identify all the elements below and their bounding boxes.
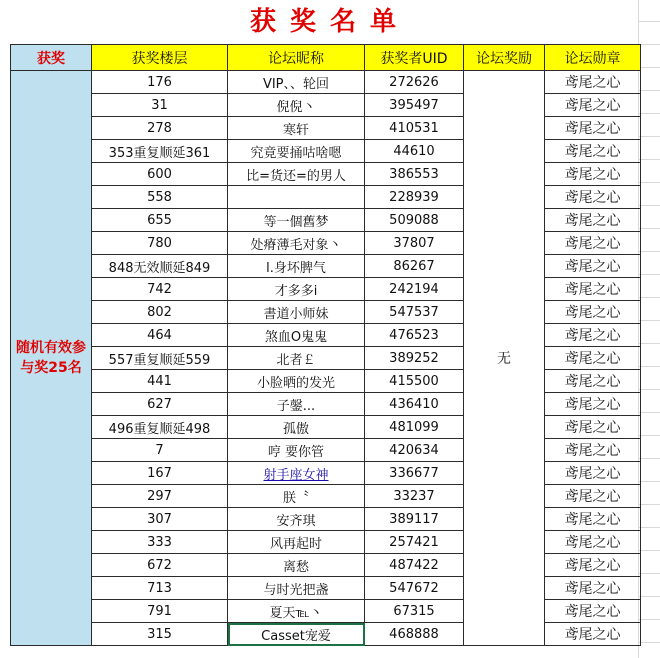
badge-cell[interactable]: 鸢尾之心: [545, 439, 641, 462]
uid-cell[interactable]: 481099: [365, 416, 464, 439]
badge-cell[interactable]: 鸢尾之心: [545, 324, 641, 347]
table-row: [11, 324, 641, 347]
nickname-cell[interactable]: 比=货还=的男人: [228, 163, 365, 186]
uid-cell[interactable]: 395497: [365, 94, 464, 117]
uid-cell[interactable]: 44610: [365, 140, 464, 163]
nickname-cell[interactable]: 离愁: [228, 554, 365, 577]
table-row: [11, 600, 641, 623]
nickname-cell[interactable]: 哼 要你管: [228, 439, 365, 462]
header-nickname[interactable]: 论坛昵称: [228, 45, 365, 71]
table-row: [11, 140, 641, 163]
uid-cell[interactable]: 242194: [365, 278, 464, 301]
table-row: [11, 94, 641, 117]
table-row: [11, 554, 641, 577]
badge-cell[interactable]: 鸢尾之心: [545, 370, 641, 393]
table-row: [11, 117, 641, 140]
header-award[interactable]: 获奖: [11, 45, 92, 71]
floor-cell[interactable]: 307: [92, 508, 228, 531]
table-row: [11, 301, 641, 324]
floor-cell[interactable]: 333: [92, 531, 228, 554]
nickname-cell[interactable]: 朕〝: [228, 485, 365, 508]
nickname-cell[interactable]: 夏天℡丶: [228, 600, 365, 623]
uid-cell[interactable]: 476523: [365, 324, 464, 347]
uid-cell[interactable]: 547672: [365, 577, 464, 600]
nickname-cell[interactable]: 煞血O鬼鬼: [228, 324, 365, 347]
floor-cell[interactable]: 848无效顺延849: [92, 255, 228, 278]
uid-cell[interactable]: 389117: [365, 508, 464, 531]
floor-cell[interactable]: 278: [92, 117, 228, 140]
badge-cell[interactable]: 鸢尾之心: [545, 140, 641, 163]
badge-cell[interactable]: 鸢尾之心: [545, 278, 641, 301]
table-row: [11, 462, 641, 485]
table-row: [11, 71, 641, 94]
table-row: [11, 209, 641, 232]
table-row: [11, 278, 641, 301]
nickname-cell[interactable]: 北者￡: [228, 347, 365, 370]
uid-cell[interactable]: 468888: [365, 623, 464, 646]
floor-cell[interactable]: 558: [92, 186, 228, 209]
header-row: [11, 45, 641, 71]
nickname-cell[interactable]: 才多多i: [228, 278, 365, 301]
nickname-cell[interactable]: 寒轩: [228, 117, 365, 140]
floor-cell[interactable]: 297: [92, 485, 228, 508]
floor-cell[interactable]: 496重复顺延498: [92, 416, 228, 439]
floor-cell[interactable]: 713: [92, 577, 228, 600]
floor-cell[interactable]: 600: [92, 163, 228, 186]
uid-cell[interactable]: 509088: [365, 209, 464, 232]
nickname-cell[interactable]: 書道小师妹: [228, 301, 365, 324]
table-row: [11, 255, 641, 278]
nickname-cell[interactable]: Casset宠爱: [228, 623, 365, 646]
uid-cell[interactable]: 272626: [365, 71, 464, 94]
floor-cell[interactable]: 31: [92, 94, 228, 117]
floor-cell[interactable]: 167: [92, 462, 228, 485]
floor-cell[interactable]: 441: [92, 370, 228, 393]
table-row: [11, 163, 641, 186]
table-row: [11, 370, 641, 393]
floor-cell[interactable]: 627: [92, 393, 228, 416]
floor-cell[interactable]: 655: [92, 209, 228, 232]
badge-cell[interactable]: 鸢尾之心: [545, 393, 641, 416]
uid-cell[interactable]: 436410: [365, 393, 464, 416]
badge-cell[interactable]: 鸢尾之心: [545, 577, 641, 600]
table-row: [11, 416, 641, 439]
header-floor[interactable]: 获奖楼层: [92, 45, 228, 71]
nickname-cell[interactable]: l.身坏脾气: [228, 255, 365, 278]
badge-cell[interactable]: 鸢尾之心: [545, 508, 641, 531]
nickname-cell[interactable]: 小脸晒的发光: [228, 370, 365, 393]
badge-cell[interactable]: 鸢尾之心: [545, 94, 641, 117]
badge-cell[interactable]: 鸢尾之心: [545, 485, 641, 508]
sheet-title: 获奖名单: [249, 7, 410, 37]
floor-cell[interactable]: 176: [92, 71, 228, 94]
table-row: [11, 577, 641, 600]
table-row: [11, 508, 641, 531]
table-row: [11, 347, 641, 370]
floor-cell[interactable]: 464: [92, 324, 228, 347]
uid-cell[interactable]: 389252: [365, 347, 464, 370]
nickname-cell[interactable]: 孤傲: [228, 416, 365, 439]
badge-cell[interactable]: 鸢尾之心: [545, 163, 641, 186]
floor-cell[interactable]: 557重复顺延559: [92, 347, 228, 370]
nickname-cell[interactable]: 等一個舊梦: [228, 209, 365, 232]
table-row: [11, 439, 641, 462]
nickname-cell[interactable]: [228, 186, 365, 209]
nickname-link[interactable]: 射手座女神: [263, 467, 329, 483]
uid-cell[interactable]: 487422: [365, 554, 464, 577]
nickname-cell[interactable]: 安齐琪: [228, 508, 365, 531]
uid-cell[interactable]: 547537: [365, 301, 464, 324]
badge-cell[interactable]: 鸢尾之心: [545, 301, 641, 324]
uid-cell[interactable]: 386553: [365, 163, 464, 186]
table-row: [11, 485, 641, 508]
table-row: [11, 186, 641, 209]
floor-cell[interactable]: 315: [92, 623, 228, 646]
header-badge[interactable]: 论坛勋章: [545, 45, 641, 71]
uid-cell[interactable]: 420634: [365, 439, 464, 462]
header-uid[interactable]: 获奖者UID: [365, 45, 464, 71]
badge-cell[interactable]: 鸢尾之心: [545, 209, 641, 232]
uid-cell[interactable]: 67315: [365, 600, 464, 623]
uid-cell[interactable]: 86267: [365, 255, 464, 278]
floor-cell[interactable]: 353重复顺延361: [92, 140, 228, 163]
badge-cell[interactable]: 鸢尾之心: [545, 232, 641, 255]
winners-table: [10, 44, 641, 646]
badge-cell[interactable]: 鸢尾之心: [545, 554, 641, 577]
empty-grid-area: [638, 0, 660, 658]
uid-cell[interactable]: 257421: [365, 531, 464, 554]
header-reward[interactable]: 论坛奖励: [464, 45, 545, 71]
badge-cell[interactable]: 鸢尾之心: [545, 416, 641, 439]
table-row: [11, 393, 641, 416]
nickname-cell[interactable]: [228, 462, 365, 485]
nickname-cell[interactable]: 倪倪丶: [228, 94, 365, 117]
table-row: [11, 623, 641, 646]
badge-cell[interactable]: 鸢尾之心: [545, 186, 641, 209]
badge-cell[interactable]: 鸢尾之心: [545, 347, 641, 370]
nickname-cell[interactable]: 处瘠薄毛对象丶: [228, 232, 365, 255]
table-row: [11, 232, 641, 255]
badge-cell[interactable]: 鸢尾之心: [545, 71, 641, 94]
badge-cell[interactable]: 鸢尾之心: [545, 600, 641, 623]
reward-cell[interactable]: 无: [464, 71, 545, 646]
badge-cell[interactable]: 鸢尾之心: [545, 462, 641, 485]
uid-cell[interactable]: 37807: [365, 232, 464, 255]
award-category-cell[interactable]: 随机有效参与奖25名: [11, 71, 92, 646]
nickname-cell[interactable]: VIP、、轮回: [228, 71, 365, 94]
uid-cell[interactable]: 410531: [365, 117, 464, 140]
nickname-cell[interactable]: 风再起时: [228, 531, 365, 554]
floor-cell[interactable]: 791: [92, 600, 228, 623]
floor-cell[interactable]: 672: [92, 554, 228, 577]
uid-cell[interactable]: 33237: [365, 485, 464, 508]
nickname-cell[interactable]: 与时光把盏: [228, 577, 365, 600]
uid-cell[interactable]: 336677: [365, 462, 464, 485]
uid-cell[interactable]: 415500: [365, 370, 464, 393]
badge-cell[interactable]: 鸢尾之心: [545, 531, 641, 554]
nickname-cell[interactable]: 究竟要捅咕啥嗯: [228, 140, 365, 163]
floor-cell[interactable]: 742: [92, 278, 228, 301]
badge-cell[interactable]: 鸢尾之心: [545, 255, 641, 278]
badge-cell[interactable]: 鸢尾之心: [545, 623, 641, 646]
badge-cell[interactable]: 鸢尾之心: [545, 117, 641, 140]
floor-cell[interactable]: 780: [92, 232, 228, 255]
nickname-cell[interactable]: 子鏧...: [228, 393, 365, 416]
floor-cell[interactable]: 7: [92, 439, 228, 462]
floor-cell[interactable]: 802: [92, 301, 228, 324]
table-row: [11, 531, 641, 554]
uid-cell[interactable]: 228939: [365, 186, 464, 209]
